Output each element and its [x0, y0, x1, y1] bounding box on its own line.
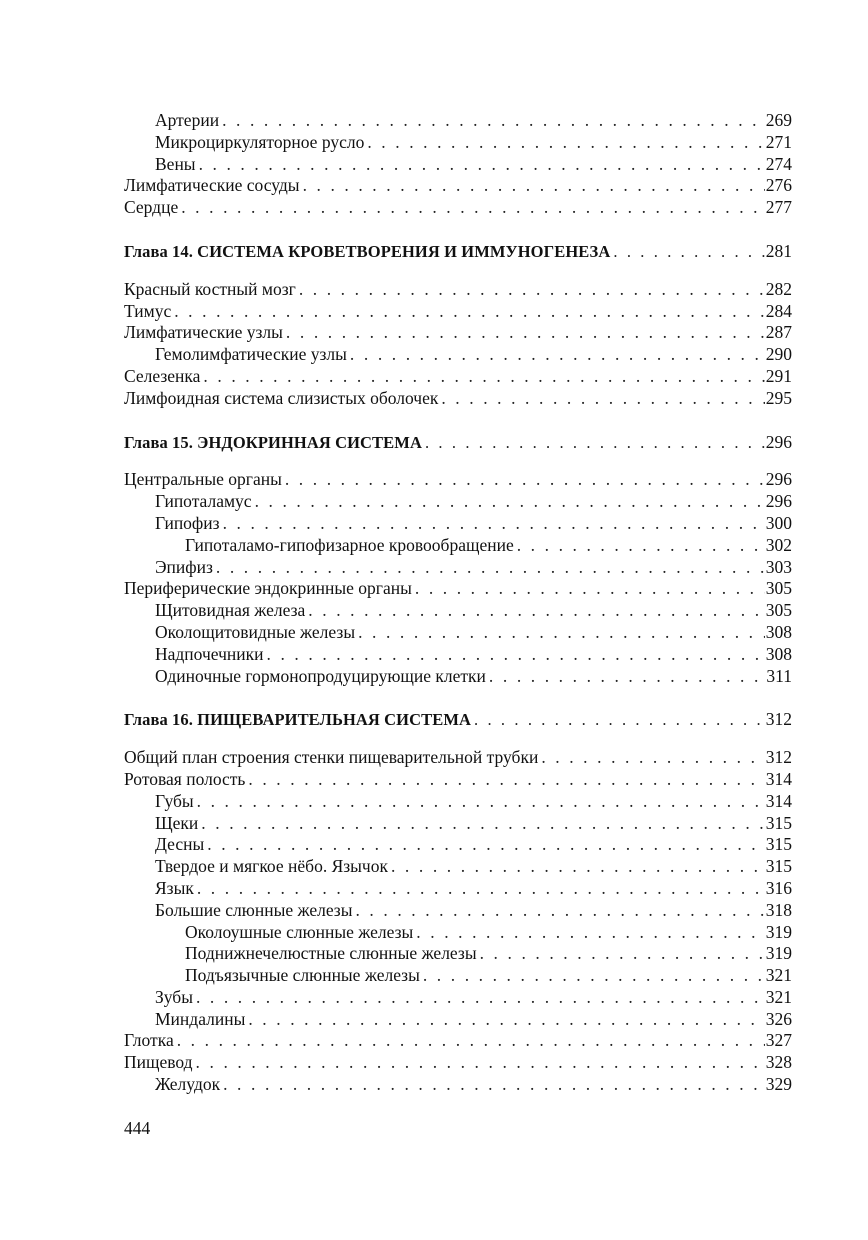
- toc-entry: [124, 491, 792, 513]
- toc-entry: [124, 388, 792, 410]
- toc-entry-label: Лимфоидная система слизистых оболочек: [124, 387, 439, 408]
- toc-entry-page: 326: [765, 1008, 792, 1029]
- dot-leader: [255, 491, 765, 513]
- dot-leader: [299, 279, 765, 301]
- toc-entry-page: 308: [765, 621, 792, 642]
- toc-entry: [124, 322, 792, 344]
- toc-entry-page: 308: [765, 643, 792, 664]
- toc-entry: [124, 769, 792, 791]
- toc-entry-label: Зубы: [155, 986, 193, 1007]
- dot-leader: [415, 578, 765, 600]
- toc-entry: [124, 900, 792, 922]
- toc-entry-label: Околощитовидные железы: [155, 621, 356, 642]
- chapter-heading: [124, 241, 792, 263]
- toc-entry-label: Гипоталамус: [155, 491, 252, 512]
- dot-leader: [177, 1030, 765, 1052]
- toc-entry-page: 287: [765, 322, 792, 343]
- toc-entry: [124, 557, 792, 579]
- toc-entry-page: 284: [765, 300, 792, 321]
- dot-leader: [416, 922, 764, 944]
- toc-entry-label: Глотка: [124, 1030, 174, 1051]
- toc-entry-label: Ротовая полость: [124, 768, 246, 789]
- toc-entry-label: Периферические эндокринные органы: [124, 578, 412, 599]
- toc-entry: [124, 578, 792, 600]
- toc-entry: [124, 513, 792, 535]
- toc-entry: [124, 154, 792, 176]
- dot-leader: [223, 1074, 765, 1096]
- toc-entry-page: 321: [765, 965, 792, 986]
- toc-entry: [124, 666, 792, 688]
- dot-leader: [216, 557, 765, 579]
- toc-entry: [124, 747, 792, 769]
- toc-entry-label: Вены: [155, 153, 196, 174]
- dot-leader: [391, 856, 765, 878]
- toc-entry: [124, 791, 792, 813]
- dot-leader: [222, 110, 765, 132]
- dot-leader: [248, 769, 764, 791]
- toc-entry-label: Щеки: [155, 812, 199, 833]
- toc-entry: [124, 469, 792, 491]
- dot-leader: [203, 366, 764, 388]
- toc-entry-label: Язык: [155, 877, 194, 898]
- dot-leader: [199, 154, 765, 176]
- dot-leader: [350, 344, 765, 366]
- toc-entry-label: Центральные органы: [124, 469, 282, 490]
- toc-entry-page: 300: [765, 512, 792, 533]
- toc-entry-page: 321: [765, 986, 792, 1007]
- toc-entry-page: 305: [765, 578, 792, 599]
- toc-entry-page: 319: [765, 943, 792, 964]
- toc-entry-label: Большие слюнные железы: [155, 899, 353, 920]
- toc-entry-label: Красный костный мозг: [124, 278, 296, 299]
- dot-leader: [303, 175, 765, 197]
- toc-entry-page: 319: [765, 921, 792, 942]
- dot-leader: [358, 622, 765, 644]
- toc-entry: [124, 922, 792, 944]
- toc-entry: [124, 110, 792, 132]
- dot-leader: [223, 513, 765, 535]
- toc-entry-page: 315: [765, 812, 792, 833]
- toc-entry-page: 328: [765, 1052, 792, 1073]
- toc-entry-page: 312: [765, 709, 792, 730]
- toc-entry-label: Желудок: [155, 1074, 221, 1095]
- toc-entry-label: Одиночные гормонопродуцирующие клетки: [155, 665, 486, 686]
- toc-section: [124, 241, 792, 410]
- toc-entry-page: 282: [765, 278, 792, 299]
- dot-leader: [425, 432, 765, 454]
- toc-entry-page: 295: [765, 387, 792, 408]
- toc-entry: [124, 132, 792, 154]
- table-of-contents: [124, 110, 792, 1096]
- toc-entry-page: 314: [765, 790, 792, 811]
- toc-entry-label: Селезенка: [124, 365, 201, 386]
- toc-entry: [124, 987, 792, 1009]
- dot-leader: [197, 791, 765, 813]
- toc-entry: [124, 366, 792, 388]
- toc-entry: [124, 197, 792, 219]
- toc-entry-label: Щитовидная железа: [155, 600, 306, 621]
- toc-entry-label: Глава 16. ПИЩЕВАРИТЕЛЬНАЯ СИСТЕМА: [124, 710, 472, 730]
- toc-entry: [124, 600, 792, 622]
- toc-entry: [124, 344, 792, 366]
- toc-entry-page: 302: [765, 534, 792, 555]
- toc-entry-page: 274: [765, 153, 792, 174]
- toc-entry-label: Твердое и мягкое нёбо. Язычок: [155, 856, 388, 877]
- toc-entry-label: Тимус: [124, 300, 172, 321]
- toc-entry-label: Эпифиз: [155, 556, 213, 577]
- toc-entry-page: 276: [765, 175, 792, 196]
- toc-entry-label: Надпочечники: [155, 643, 264, 664]
- page-number: 444: [124, 1118, 151, 1138]
- toc-entry: [124, 1052, 792, 1074]
- toc-entry-label: Подъязычные слюнные железы: [185, 965, 420, 986]
- chapter-heading: [124, 709, 792, 731]
- dot-leader: [285, 469, 765, 491]
- toc-entry-label: Гипофиз: [155, 512, 220, 533]
- toc-entry-label: Глава 14. СИСТЕМА КРОВЕТВОРЕНИЯ И ИММУНОГЕНЕЗА: [124, 241, 611, 261]
- dot-leader: [196, 987, 765, 1009]
- toc-entry-page: 296: [765, 469, 792, 490]
- chapter-heading-entry: [124, 241, 792, 263]
- dot-leader: [367, 132, 764, 154]
- dot-leader: [355, 900, 764, 922]
- dot-leader: [489, 666, 765, 688]
- toc-entry: [124, 878, 792, 900]
- toc-entry-page: 314: [765, 768, 792, 789]
- chapter-heading-entry: [124, 432, 792, 454]
- toc-entry-page: 296: [765, 491, 792, 512]
- toc-entry-page: 281: [765, 240, 792, 261]
- chapter-heading-entry: [124, 709, 792, 731]
- toc-entry-page: 305: [765, 600, 792, 621]
- toc-entry-page: 277: [765, 197, 792, 218]
- toc-entry: [124, 279, 792, 301]
- toc-entry-page: 303: [765, 556, 792, 577]
- dot-leader: [286, 322, 765, 344]
- toc-entry-label: Пищевод: [124, 1052, 193, 1073]
- toc-entry: [124, 301, 792, 323]
- toc-section: [124, 432, 792, 688]
- dot-leader: [248, 1009, 764, 1031]
- toc-entry-label: Лимфатические узлы: [124, 322, 283, 343]
- toc-entry-page: 318: [765, 899, 792, 920]
- toc-entry-page: 327: [765, 1030, 792, 1051]
- toc-entry-label: Гипоталамо-гипофизарное кровообращение: [185, 534, 514, 555]
- toc-entry-label: Общий план строения стенки пищеварительной трубки: [124, 747, 539, 768]
- dot-leader: [308, 600, 764, 622]
- toc-entry: [124, 1009, 792, 1031]
- toc-entry-label: Миндалины: [155, 1008, 246, 1029]
- dot-leader: [181, 197, 765, 219]
- toc-entry-label: Сердце: [124, 197, 179, 218]
- toc-entry: [124, 834, 792, 856]
- dot-leader: [480, 943, 765, 965]
- toc-entry-page: 329: [765, 1074, 792, 1095]
- toc-entry: [124, 622, 792, 644]
- dot-leader: [267, 644, 765, 666]
- toc-entry-page: 316: [765, 877, 792, 898]
- toc-entry-label: Лимфатические сосуды: [124, 175, 300, 196]
- toc-entry-page: 269: [765, 110, 792, 130]
- toc-entry: [124, 943, 792, 965]
- dot-leader: [201, 813, 764, 835]
- toc-entry: [124, 813, 792, 835]
- dot-leader: [423, 965, 765, 987]
- toc-entry-label: Десны: [155, 834, 205, 855]
- toc-section: [124, 110, 792, 219]
- dot-leader: [441, 388, 764, 410]
- toc-entry-label: Поднижнечелюстные слюнные железы: [185, 943, 477, 964]
- toc-entry-label: Гемолимфатические узлы: [155, 344, 347, 365]
- toc-entry-page: 315: [765, 834, 792, 855]
- toc-entry-page: 315: [765, 856, 792, 877]
- toc-entry: [124, 175, 792, 197]
- dot-leader: [174, 301, 765, 323]
- dot-leader: [196, 1052, 765, 1074]
- toc-entry: [124, 1030, 792, 1052]
- dot-leader: [197, 878, 765, 900]
- dot-leader: [541, 747, 764, 769]
- dot-leader: [517, 535, 765, 557]
- toc-entry-page: 311: [766, 665, 792, 686]
- toc-entry-page: 312: [765, 747, 792, 768]
- toc-entry-page: 271: [765, 131, 792, 152]
- toc-entry: [124, 644, 792, 666]
- toc-entry-label: Артерии: [155, 110, 220, 130]
- toc-entry-label: Губы: [155, 790, 194, 811]
- toc-entry-page: 290: [765, 344, 792, 365]
- dot-leader: [207, 834, 765, 856]
- chapter-heading: [124, 432, 792, 454]
- toc-entry: [124, 535, 792, 557]
- toc-entry-page: 296: [765, 431, 792, 452]
- toc-entry: [124, 856, 792, 878]
- toc-entry-label: Микроциркуляторное русло: [155, 131, 365, 152]
- dot-leader: [474, 709, 765, 731]
- toc-entry-label: Глава 15. ЭНДОКРИННАЯ СИСТЕМА: [124, 432, 422, 452]
- toc-entry-label: Околоушные слюнные железы: [185, 921, 414, 942]
- toc-entry: [124, 965, 792, 987]
- toc-entry: [124, 1074, 792, 1096]
- toc-section: [124, 709, 792, 1096]
- dot-leader: [613, 241, 764, 263]
- toc-entry-page: 291: [765, 365, 792, 386]
